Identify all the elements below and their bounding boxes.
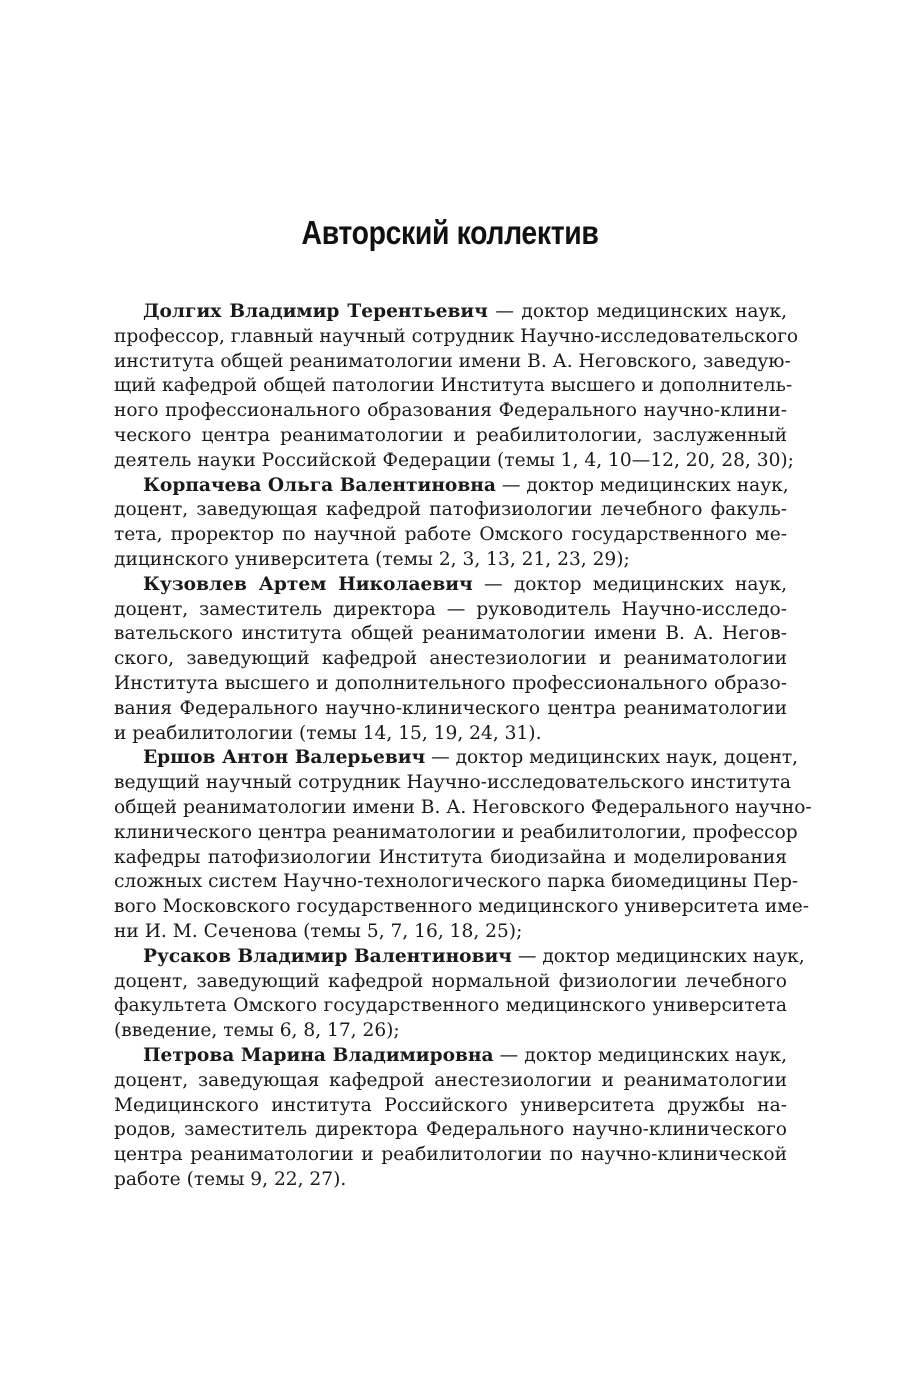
text-line [114, 573, 787, 598]
text-line: вательского института общей реаниматологии имени В. А. Негов- [114, 623, 787, 645]
text-line: ного профессионального образования Федерального научно-клини- [114, 400, 787, 422]
text-line: доцент, заместитель директора — руководитель Научно-исследо- [114, 598, 787, 620]
text-line: института общей реаниматологии имени В. А. Неговского, заведую- [114, 350, 791, 372]
text-line: Медицинского института Российского университета дружбы на- [114, 1094, 787, 1116]
text-line: (введение, темы 6, 8, 17, 26); [114, 1020, 400, 1042]
text-line: вания Федерального научно-клинического центра реаниматологии [114, 697, 787, 719]
author-description: — доктор медицинских наук, доцент, [425, 747, 799, 769]
text-line: дицинского университета (темы 2, 3, 13, 21, 23, 29); [114, 548, 630, 570]
text-line: ского, заведующий кафедрой анестезиологии и реаниматологии [114, 648, 787, 670]
text-line: работе (темы 9, 22, 27). [114, 1168, 347, 1190]
text-line: кафедры патофизиологии Института биодизайна и моделирования [114, 846, 787, 868]
text-line: доцент, заведующая кафедрой анестезиологии и реаниматологии [114, 1069, 787, 1091]
text-line: щий кафедрой общей патологии Института высшего и дополнитель- [114, 375, 793, 397]
author-name: Ершов Антон Валерьевич [143, 747, 426, 769]
author-name: Петрова Марина Владимировна [143, 1044, 494, 1066]
text-line: профессор, главный научный сотрудник Научно-исследовательского [114, 325, 799, 347]
text-line: родов, заместитель директора Федерального научно-клинического [114, 1119, 787, 1141]
author-entry [114, 573, 787, 747]
text-line: Института высшего и дополнительного профессионального образо- [114, 672, 787, 694]
text-line: сложных систем Научно-технологического парка биомедицины Пер- [114, 871, 799, 893]
text-line [114, 945, 805, 970]
text-line: ведущий научный сотрудник Научно-исследовательского института [114, 772, 791, 794]
page-title: Авторский коллектив [301, 214, 599, 251]
author-name: Долгих Владимир Терентьевич [143, 301, 488, 322]
author-name: Кузовлев Артем Николаевич [143, 573, 473, 595]
text-line: доцент, заведующая кафедрой патофизиологии лечебного факуль- [114, 499, 787, 521]
author-entry [114, 945, 805, 1044]
text-line: ческого центра реаниматологии и реабилитологии, заслуженный [114, 424, 787, 446]
authors-list [114, 300, 812, 1193]
author-description: — доктор медицинских наук, [493, 1044, 787, 1066]
author-name: Корпачева Ольга Валентиновна [143, 474, 496, 496]
author-name: Русаков Владимир Валентинович [143, 945, 512, 967]
text-line: клинического центра реаниматологии и реабилитологии, профессор [114, 821, 798, 843]
author-entry [114, 300, 799, 474]
text-line: вого Московского государственного медицинского университета име- [114, 896, 809, 918]
text-line: факультета Омского государственного медицинского университета [114, 995, 787, 1017]
text-line: и реабилитологии (темы 14, 15, 19, 24, 31). [114, 722, 542, 744]
text-line [114, 1044, 787, 1069]
text-line: тета, проректор по научной работе Омского государственного ме- [114, 524, 787, 546]
text-line: общей реаниматологии имени В. А. Неговского Федерального научно- [114, 796, 812, 818]
author-entry [114, 474, 787, 573]
author-description: — доктор медицинских наук, [511, 945, 805, 967]
text-line [114, 474, 787, 499]
text-line [114, 746, 799, 771]
text-line: ни И. М. Сеченова (темы 5, 7, 16, 18, 25); [114, 920, 523, 942]
author-description: — доктор медицинских наук, [495, 474, 789, 496]
text-line: деятель науки Российской Федерации (темы 1, 4, 10—12, 20, 28, 30); [114, 449, 794, 471]
author-entry [114, 746, 812, 944]
author-entry [114, 1044, 787, 1193]
author-description: — доктор медицинских наук, [472, 573, 787, 595]
text-line: доцент, заведующий кафедрой нормальной физиологии лечебного [114, 970, 787, 992]
text-line [114, 300, 787, 325]
author-description: — доктор медицинских наук, [487, 301, 787, 322]
text-line: центра реаниматологии и реабилитологии по научно-клинической [114, 1144, 787, 1166]
